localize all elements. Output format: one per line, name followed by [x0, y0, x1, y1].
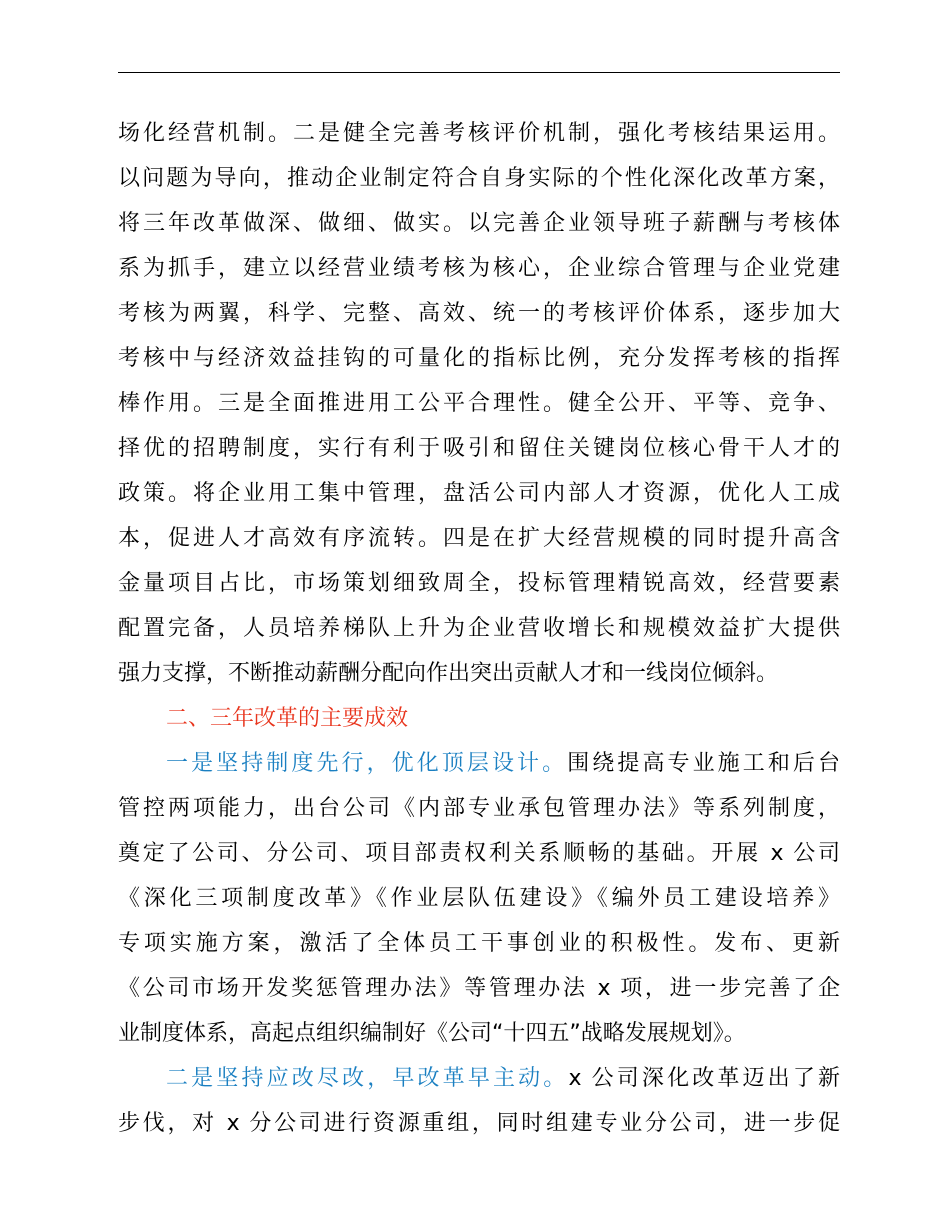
body-line: 考核中与经济效益挂钩的可量化的指标比例，充分发挥考核的指挥 [118, 346, 840, 371]
body-line: 业制度体系，高起点组织编制好《公司“十四五”战略发展规划》。 [118, 1021, 746, 1046]
body-line: 本，促进人才高效有序流转。四是在扩大经营规模的同时提升高含 [118, 526, 840, 551]
para2-first-rest: x 公司深化改革迈出了新 [568, 1066, 840, 1091]
body-line: 考核为两翼，科学、完整、高效、统一的考核评价体系，逐步加大 [118, 301, 840, 326]
body-line: 棒作用。三是全面推进用工公平合理性。健全公开、平等、竞争、 [118, 391, 840, 416]
para1-first-line [166, 742, 840, 786]
para2-first-line [166, 1057, 840, 1101]
body-line: 金量项目占比，市场策划细致周全，投标管理精锐高效，经营要素 [118, 571, 840, 596]
body-line: 系为抓手，建立以经营业绩考核为核心，企业综合管理与企业党建 [118, 256, 840, 281]
body-line: 场化经营机制。二是健全完善考核评价机制，强化考核结果运用。 [118, 121, 840, 146]
header-rule [118, 72, 840, 73]
body-line: 将三年改革做深、做细、做实。以完善企业领导班子薪酬与考核体 [118, 211, 840, 236]
para1-first-rest: 围绕提高专业施工和后台 [567, 751, 840, 776]
body-line: 以问题为导向，推动企业制定符合自身实际的个性化深化改革方案， [118, 166, 840, 191]
body-line: 奠定了公司、分公司、项目部责权利关系顺畅的基础。开展 x 公司 [118, 841, 840, 866]
body-line: 步伐，对 x 分公司进行资源重组，同时组建专业分公司，进一步促 [118, 1111, 840, 1136]
para2-lead: 二是坚持应改尽改，早改革早主动。 [166, 1066, 569, 1091]
body-line: 配置完备，人员培养梯队上升为企业营收增长和规模效益扩大提供 [118, 616, 840, 641]
body-line: 择优的招聘制度，实行有利于吸引和留住关键岗位核心骨干人才的 [118, 436, 840, 461]
para1-lead: 一是坚持制度先行，优化顶层设计。 [166, 751, 568, 776]
body-line: 政策。将企业用工集中管理，盘活公司内部人才资源，优化人工成 [118, 481, 840, 506]
body-line: 管控两项能力，出台公司《内部专业承包管理办法》等系列制度， [118, 796, 840, 821]
body-line: 专项实施方案，激活了全体员工干事创业的积极性。发布、更新 [118, 931, 840, 956]
body-line: 《公司市场开发奖惩管理办法》等管理办法 x 项，进一步完善了企 [118, 976, 840, 1001]
body-line: 强力支撑，不断推动薪酬分配向作出突出贡献人才和一线岗位倾斜。 [118, 661, 779, 686]
section-heading: 二、三年改革的主要成效 [166, 706, 409, 731]
body-line: 《深化三项制度改革》《作业层队伍建设》《编外员工建设培养》 [118, 886, 840, 911]
